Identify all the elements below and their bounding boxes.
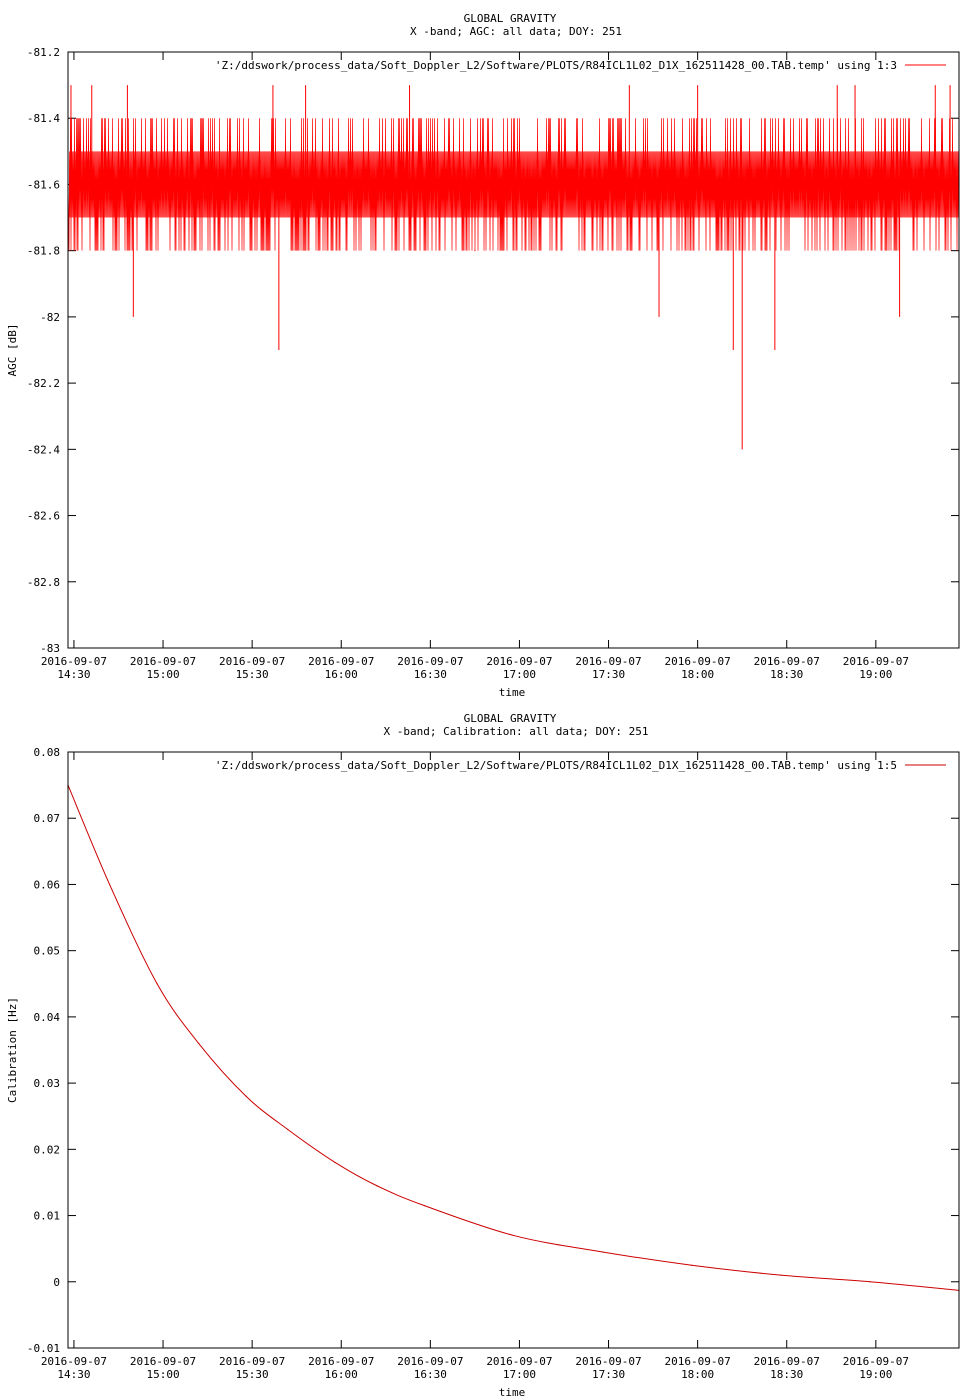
agc-chart-subtitle: X -band; AGC: all data; DOY: 251 — [410, 25, 622, 38]
x-tick-date: 2016-09-07 — [753, 655, 820, 668]
agc-legend-label: 'Z:/ddswork/process_data/Soft_Doppler_L2/Software/PLOTS/R84ICL1L02_D1X_162511428_00.TAB.temp' using 1:3 — [214, 59, 897, 72]
x-tick-time: 18:00 — [681, 668, 715, 681]
x-tick-time: 18:30 — [770, 668, 804, 681]
x-tick-time: 16:30 — [413, 668, 447, 681]
x-tick-date: 2016-09-07 — [664, 655, 731, 668]
x-tick-time: 17:30 — [591, 668, 626, 681]
x-tick-time: 15:30 — [235, 668, 269, 681]
y-tick-label: 0.01 — [33, 1209, 60, 1223]
x-tick-time: 16:00 — [324, 1368, 358, 1381]
x-tick-time: 17:00 — [502, 668, 537, 681]
y-tick-label: -81.4 — [26, 112, 60, 126]
x-tick-date: 2016-09-07 — [575, 655, 642, 668]
agc-point — [127, 184, 128, 185]
calibration-point — [869, 1281, 870, 1282]
agc-ticks — [27, 46, 959, 681]
calibration-point — [376, 1185, 377, 1186]
calibration-point — [157, 983, 158, 984]
calibration-line — [68, 785, 959, 1290]
calibration-chart-subtitle: X -band; Calibration: all data; DOY: 251 — [383, 725, 649, 738]
calibration-point — [198, 1043, 199, 1044]
calibration-x-axis-label: time — [498, 1386, 526, 1399]
y-tick-label: -81.8 — [26, 244, 60, 258]
y-tick-label: 0.08 — [33, 746, 60, 759]
x-tick-date: 2016-09-07 — [842, 655, 909, 668]
calibration-chart-title: GLOBAL GRAVITY — [463, 712, 557, 725]
y-tick-label: 0.04 — [33, 1010, 60, 1024]
calibration-y-axis-label: Calibration [Hz] — [6, 997, 19, 1103]
x-tick-date: 2016-09-07 — [486, 655, 553, 668]
y-tick-label: 0.05 — [33, 944, 60, 958]
x-tick-date: 2016-09-07 — [40, 1355, 108, 1368]
y-tick-label: 0.07 — [33, 812, 60, 826]
x-tick-time: 15:00 — [146, 1368, 180, 1381]
x-tick-date: 2016-09-07 — [842, 1355, 909, 1368]
x-tick-time: 15:30 — [235, 1368, 269, 1381]
calibration-point — [335, 1162, 336, 1163]
calibration-legend-label: 'Z:/ddswork/process_data/Soft_Doppler_L2/Software/PLOTS/R84ICL1L02_D1X_162511428_00.TAB.temp' using 1:5 — [214, 759, 897, 772]
x-tick-date: 2016-09-07 — [219, 655, 286, 668]
x-tick-date: 2016-09-07 — [397, 1355, 464, 1368]
x-tick-time: 15:00 — [146, 668, 180, 681]
calibration-point — [287, 1129, 288, 1130]
calibration-chart — [6, 712, 960, 1399]
calibration-point — [246, 1096, 247, 1097]
y-tick-label: -82.6 — [26, 509, 60, 523]
y-tick-label: -0.01 — [26, 1342, 60, 1355]
x-tick-time: 16:30 — [413, 1368, 447, 1381]
y-tick-label: 0.03 — [33, 1077, 60, 1091]
agc-chart-title: GLOBAL GRAVITY — [463, 12, 557, 25]
calibration-legend — [215, 759, 946, 772]
y-tick-label: -82.8 — [26, 575, 60, 589]
x-tick-date: 2016-09-07 — [40, 655, 108, 668]
agc-chart — [6, 12, 960, 699]
agc-y-axis-label: AGC [dB] — [6, 323, 19, 377]
x-tick-date: 2016-09-07 — [397, 655, 464, 668]
agc-noise-band — [68, 118, 959, 250]
y-tick-label: -82.4 — [26, 443, 60, 457]
x-tick-time: 17:00 — [502, 1368, 537, 1381]
y-tick-label: 0 — [53, 1275, 60, 1289]
x-tick-time: 18:00 — [681, 1368, 715, 1381]
x-tick-time: 19:00 — [859, 1368, 893, 1381]
x-tick-time: 19:00 — [859, 668, 893, 681]
x-tick-time: 14:30 — [57, 668, 91, 681]
calibration-point — [513, 1235, 514, 1236]
x-tick-date: 2016-09-07 — [308, 655, 375, 668]
y-tick-label: -82 — [40, 310, 60, 324]
agc-x-axis-label: time — [498, 686, 526, 699]
y-tick-label: -81.6 — [26, 178, 60, 192]
x-tick-date: 2016-09-07 — [486, 1355, 553, 1368]
agc-legend — [215, 59, 946, 72]
agc-point — [474, 250, 475, 251]
x-tick-date: 2016-09-07 — [308, 1355, 375, 1368]
x-tick-time: 17:30 — [591, 1368, 626, 1381]
calibration-point — [602, 1251, 603, 1252]
calibration-series — [67, 785, 959, 1291]
y-tick-label: -82.2 — [26, 377, 60, 391]
x-tick-date: 2016-09-07 — [664, 1355, 731, 1368]
y-tick-label: -81.2 — [26, 46, 60, 59]
agc-series — [67, 85, 959, 449]
calibration-point — [780, 1275, 781, 1276]
y-tick-label: -83 — [40, 642, 60, 655]
calibration-point — [691, 1265, 692, 1266]
x-tick-time: 14:30 — [57, 1368, 91, 1381]
agc-point — [192, 184, 193, 185]
x-tick-time: 18:30 — [770, 1368, 804, 1381]
x-tick-date: 2016-09-07 — [575, 1355, 642, 1368]
calibration-point — [424, 1205, 425, 1206]
y-tick-label: 0.02 — [33, 1143, 60, 1157]
x-tick-date: 2016-09-07 — [753, 1355, 820, 1368]
x-tick-date: 2016-09-07 — [129, 1355, 197, 1368]
x-tick-time: 16:00 — [324, 668, 358, 681]
y-tick-label: 0.06 — [33, 878, 60, 892]
calibration-point — [109, 884, 110, 885]
calibration-plot-frame — [68, 752, 959, 1348]
calibration-ticks — [27, 746, 959, 1381]
x-tick-date: 2016-09-07 — [129, 655, 197, 668]
x-tick-date: 2016-09-07 — [219, 1355, 286, 1368]
